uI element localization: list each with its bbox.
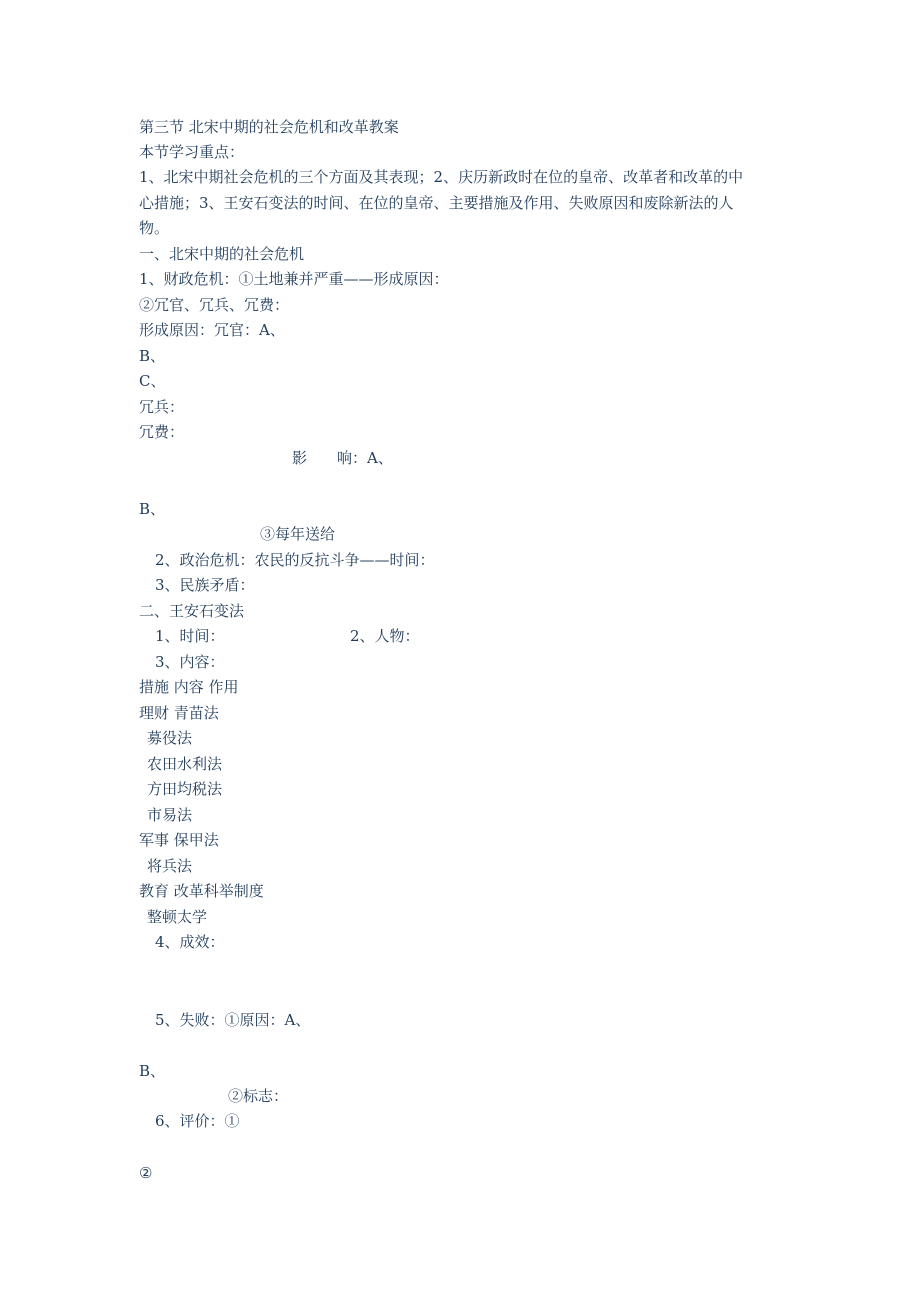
- education-row: 教育 改革科举制度: [139, 882, 264, 900]
- redundancy-line: ②冗官、冗兵、冗费：: [139, 296, 290, 314]
- document-title: 第三节 北宋中期的社会危机和改革教案: [139, 118, 399, 136]
- ethnic-conflict-line: 3、民族矛盾：: [155, 576, 255, 594]
- land-tax-row: 方田均税法: [147, 780, 223, 798]
- measures-table-header: 措施 内容 作用: [139, 678, 239, 696]
- key-points-heading: 本节学习重点：: [139, 143, 245, 161]
- key-points-line-3: 物。: [139, 219, 170, 237]
- tribute-line: ③每年送给: [260, 525, 336, 543]
- cause-line: 形成原因：冗官：A、: [139, 321, 285, 339]
- failure-b-line: B、: [139, 1062, 166, 1080]
- market-row: 市易法: [147, 806, 193, 824]
- failure-sign-line: ②标志：: [228, 1087, 289, 1105]
- water-row: 农田水利法: [147, 755, 223, 773]
- effect-line: 4、成效：: [155, 933, 225, 951]
- political-crisis-line: 2、政治危机：农民的反抗斗争——时间：: [155, 551, 435, 569]
- failure-line: 5、失败：①原因：A、: [155, 1011, 311, 1029]
- evaluation-line: 6、评价：①: [155, 1112, 240, 1130]
- key-points-line-2: 心措施；3、王安石变法的时间、在位的皇帝、主要措施及作用、失败原因和废除新法的人: [139, 194, 734, 212]
- redundant-expenses-line: 冗费：: [139, 423, 185, 441]
- fiscal-crisis-line: 1、财政危机：①土地兼并严重——形成原因：: [139, 270, 449, 288]
- cause-b-line: B、: [139, 347, 166, 365]
- section2-heading: 二、王安石变法: [139, 602, 245, 620]
- reform-person-line: 2、人物：: [350, 627, 420, 645]
- reform-time-line: 1、时间：: [155, 627, 225, 645]
- key-points-line-1: 1、北宋中期社会危机的三个方面及其表现；2、庆历新政时在位的皇帝、改革者和改革的中: [139, 168, 744, 186]
- cause-c-line: C、: [139, 372, 166, 390]
- impact-b-line: B、: [139, 500, 166, 518]
- taixue-row: 整顿太学: [147, 908, 208, 926]
- reform-content-line: 3、内容：: [155, 653, 225, 671]
- redundant-soldiers-line: 冗兵：: [139, 398, 185, 416]
- impact-line: 影 响：A、: [292, 449, 393, 467]
- section1-heading: 一、北宋中期的社会危机: [139, 245, 305, 263]
- military-row: 军事 保甲法: [139, 831, 219, 849]
- mianyi-row: 募役法: [147, 729, 193, 747]
- generals-row: 将兵法: [147, 857, 193, 875]
- evaluation-2-line: ②: [139, 1164, 153, 1182]
- finance-row: 理财 青苗法: [139, 704, 219, 722]
